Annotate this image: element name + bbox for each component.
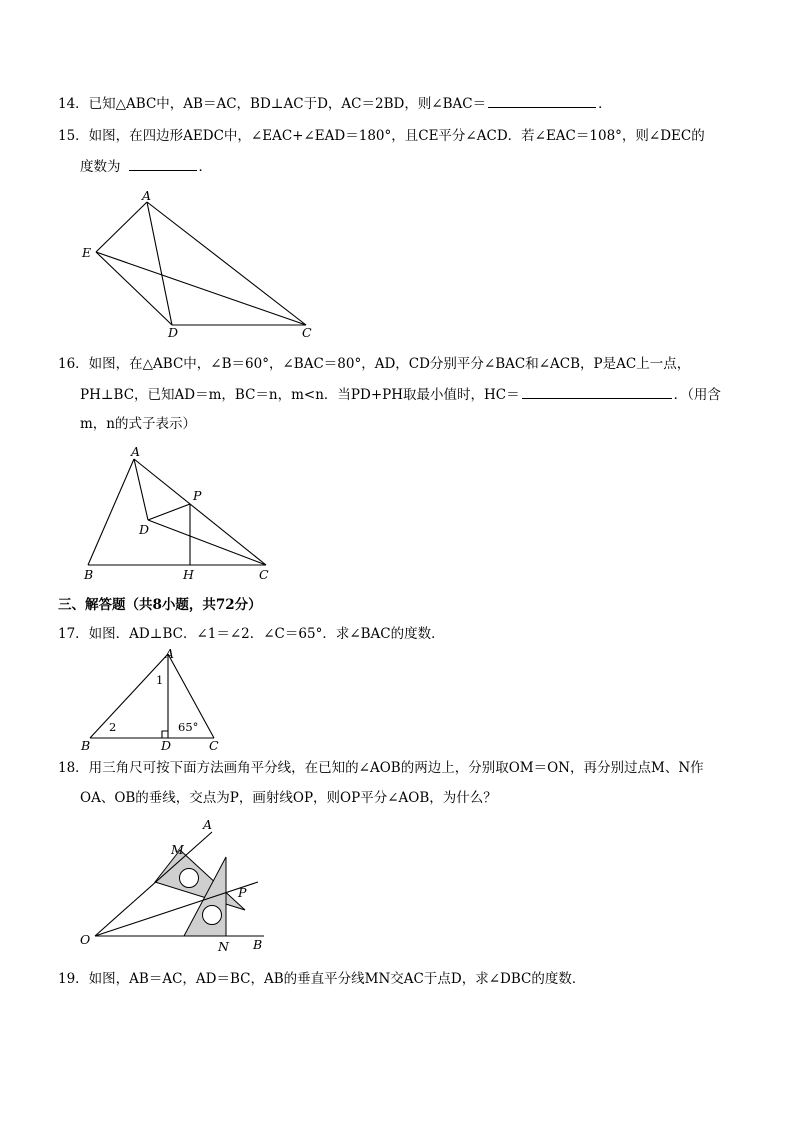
question-18-line-1: 18．用三角尺可按下面方法画角平分线，在已知的∠AOB的两边上，分别取OM＝ON，再分别过点M、N作 [58,760,704,776]
question-15-line-2: 度数为 ． [80,159,212,175]
question-14-text: 14．已知△ABC中，AB＝AC，BD⊥AC于D，AC＝2BD，则∠BAC＝ [58,96,487,112]
label-angle-c: 65° [178,720,199,734]
label-point-B: B [253,937,263,952]
label-point-A: A [142,188,152,203]
label-point-P: P [238,885,247,900]
section-heading: 三、解答题（共8小题，共72分） [58,597,262,613]
label-point-C: C [302,325,312,340]
label-point-N: N [218,939,229,954]
question-16-line-3: m，n的式子表示） [80,416,196,432]
label-point-C: C [259,567,269,582]
question-16-line-1: 16．如图，在△ABC中，∠B＝60°，∠BAC＝80°，AD，CD分别平分∠BAC和∠ACB，P是AC上一点， [58,356,691,372]
label-angle-2: 2 [109,720,117,734]
question-17: 17．如图．AD⊥BC．∠1＝∠2．∠C＝65°．求∠BAC的度数． [58,626,445,642]
question-18-line-2: OA、OB的垂线，交点为P，画射线OP，则OP平分∠AOB，为什么？ [80,790,497,806]
label-point-D: D [139,522,150,537]
label-point-O: O [80,932,91,947]
label-point-C: C [209,738,219,753]
question-14: 14．已知△ABC中，AB＝AC，BD⊥AC于D，AC＝2BD，则∠BAC＝ ． [58,96,612,112]
label-point-A: A [203,817,213,832]
label-point-A: A [165,646,175,661]
label-point-P: P [193,488,202,503]
label-point-M: M [171,842,184,857]
label-point-B: B [84,567,94,582]
label-point-H: H [183,567,194,582]
label-angle-1: 1 [156,673,164,687]
question-19: 19．如图，AB＝AC，AD＝BC，AB的垂直平分线MN交AC于点D，求∠DBC的度数． [58,971,586,987]
label-point-B: B [81,738,91,753]
question-16-line-2: PH⊥BC，已知AD＝m，BC＝n，m<n．当PD+PH取最小值时，HC＝ ．（用含 [80,387,721,403]
label-point-A: A [131,444,141,459]
question-15-line-1: 15．如图，在四边形AEDC中，∠EAC+∠EAD＝180°，且CE平分∠ACD．若∠EAC＝108°，则∠DEC的 [58,128,705,144]
label-point-D: D [168,325,179,340]
label-point-E: E [82,245,92,260]
label-point-D: D [161,738,172,753]
